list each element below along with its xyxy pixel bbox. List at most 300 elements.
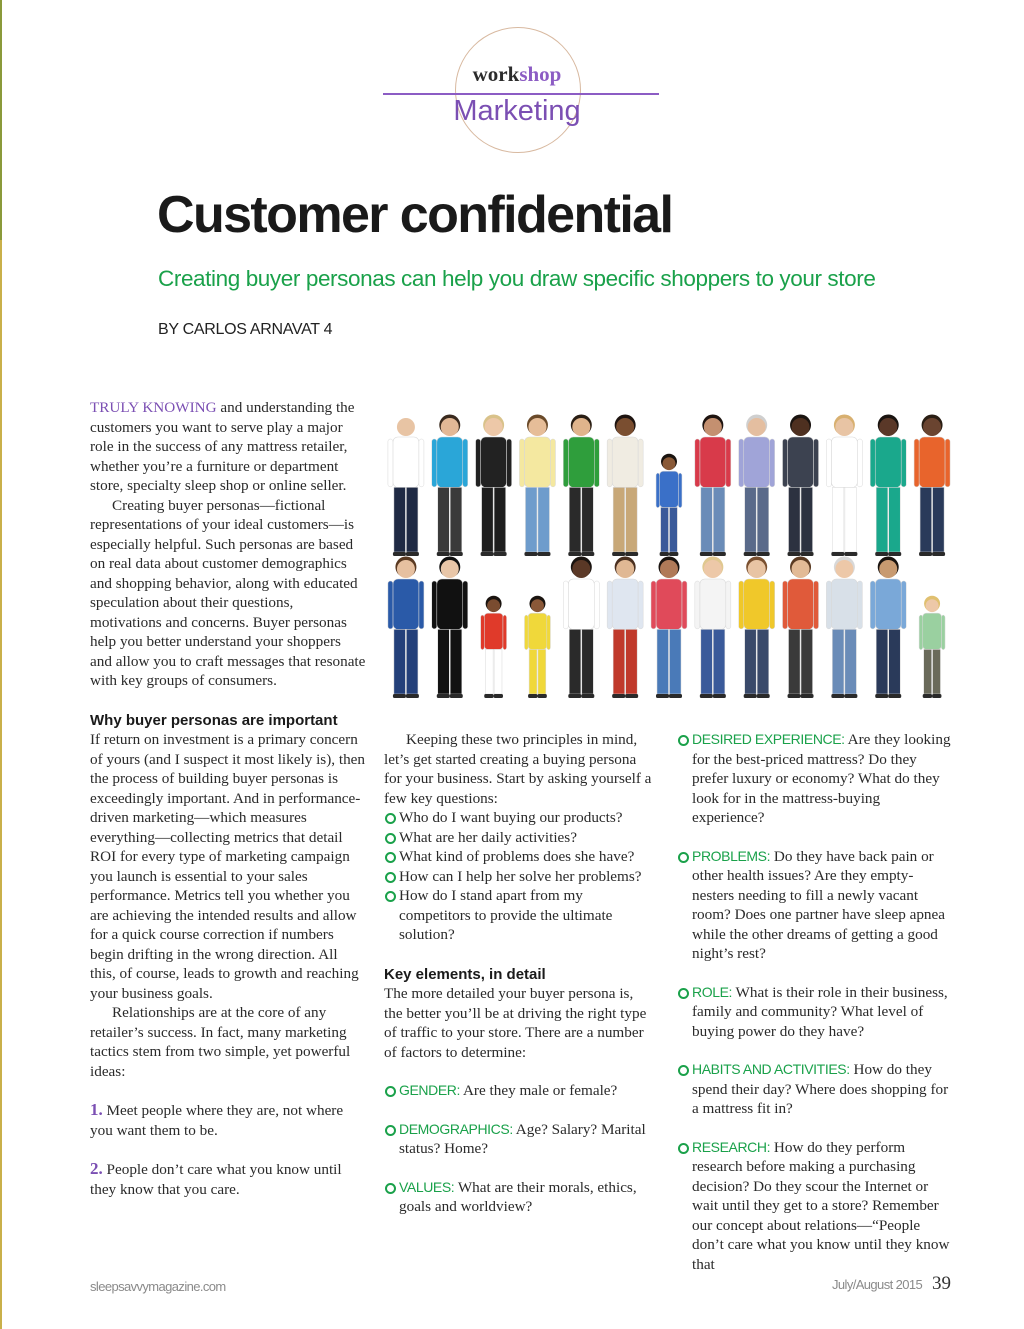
page-number: 39: [932, 1273, 951, 1294]
person-arm: [695, 439, 700, 487]
person-arm: [651, 581, 656, 629]
bullet-ring-icon: [678, 988, 689, 999]
subheading: Key elements, in detail: [384, 965, 546, 983]
person-arm: [547, 615, 551, 649]
person-figure: [656, 454, 682, 556]
person-torso: [437, 437, 463, 487]
question-text: How do I stand apart from my competitors to provide the ultimate solution?: [399, 887, 613, 943]
person-head: [879, 560, 897, 578]
person-head: [748, 560, 766, 578]
person-figure: [607, 415, 643, 557]
person-arm: [914, 439, 919, 487]
person-shoe: [757, 552, 770, 556]
person-shoe: [612, 694, 625, 698]
person-head: [792, 560, 810, 578]
person-shoe: [875, 694, 888, 698]
person-shoe: [568, 552, 581, 556]
factor-label: GENDER:: [399, 1082, 460, 1098]
person-arm: [682, 581, 687, 629]
person-arm: [388, 439, 393, 487]
person-leg: [845, 629, 857, 694]
person-arm: [525, 615, 529, 649]
list-item: [384, 808, 652, 828]
kicker-work: work: [472, 62, 520, 86]
person-arm: [814, 439, 819, 487]
person-shoe: [788, 694, 801, 698]
person-leg: [920, 487, 932, 552]
person-arm: [739, 581, 744, 629]
person-shoe: [844, 694, 857, 698]
person-figure: [695, 557, 731, 699]
person-torso: [788, 437, 814, 487]
person-head: [879, 418, 897, 436]
footer-issue-date: July/August 2015: [832, 1277, 923, 1292]
person-head: [704, 560, 722, 578]
question-text: How can I help her solve her problems?: [399, 867, 642, 885]
person-leg: [713, 629, 725, 694]
person-torso: [744, 437, 770, 487]
person-leg: [657, 629, 669, 694]
person-arm: [481, 615, 485, 649]
person-leg: [450, 487, 462, 552]
person-figure: [870, 557, 906, 699]
footer-website: sleepsavvymagazine.com: [90, 1279, 226, 1294]
person-figure: [919, 596, 945, 698]
bullet-ring-icon: [385, 1183, 396, 1194]
person-arm: [678, 473, 682, 507]
person-shoe: [801, 694, 814, 698]
person-shoe: [494, 694, 503, 698]
person-leg: [569, 487, 581, 552]
person-head: [487, 599, 500, 612]
question-text: What are her daily activities?: [399, 828, 577, 846]
factor-text: How do they perform research before making a purchasing decision? Do they scour the Internet or wait until they get to a store? Remember our concept about relations—“People don’t care what you know until they know that: [692, 1138, 950, 1273]
person-leg: [569, 629, 581, 694]
person-shoe: [450, 694, 463, 698]
person-head: [792, 418, 810, 436]
person-arm: [770, 581, 775, 629]
person-torso: [393, 579, 419, 629]
person-arm: [870, 581, 875, 629]
person-arm: [476, 439, 481, 487]
bullet-ring-icon: [678, 735, 689, 746]
person-leg: [889, 629, 901, 694]
person-torso: [568, 579, 594, 629]
person-head: [616, 418, 634, 436]
factor-text: What is their role in their business, family and community? What level of buying power do they have?: [692, 983, 948, 1040]
person-leg: [832, 629, 844, 694]
person-arm: [507, 439, 512, 487]
column-1: [90, 398, 366, 1199]
person-leg: [745, 487, 757, 552]
factor-item: [677, 1138, 955, 1275]
bullet-ring-icon: [678, 1065, 689, 1076]
person-leg: [538, 487, 550, 552]
person-figure: [432, 557, 468, 699]
list-item: [384, 867, 652, 887]
person-torso: [484, 613, 503, 649]
person-shoe: [919, 552, 932, 556]
person-arm: [656, 473, 660, 507]
person-shoe: [713, 552, 726, 556]
person-arm: [563, 581, 568, 629]
column-3: [677, 730, 955, 1274]
person-torso: [437, 579, 463, 629]
person-leg: [789, 487, 801, 552]
person-figure: [914, 415, 950, 557]
person-arm: [814, 581, 819, 629]
factor-item: [384, 1178, 652, 1217]
person-head: [704, 418, 722, 436]
person-figure: [783, 557, 819, 699]
list-item: [384, 828, 652, 848]
idea-number: 1.: [90, 1100, 103, 1119]
person-leg: [832, 487, 844, 552]
kicker-shop: shop: [519, 62, 562, 86]
person-shoe: [844, 552, 857, 556]
person-torso: [923, 613, 942, 649]
person-shoe: [524, 552, 537, 556]
person-leg: [394, 487, 406, 552]
factor-label: RESEARCH:: [692, 1138, 771, 1155]
person-leg: [626, 487, 638, 552]
person-leg: [933, 649, 941, 694]
bullet-ring-icon: [385, 1125, 396, 1136]
person-arm: [870, 439, 875, 487]
person-leg: [538, 649, 546, 694]
factor-item: [384, 1081, 652, 1101]
person-arm: [726, 581, 731, 629]
person-figure: [870, 415, 906, 557]
person-figure: [563, 415, 599, 557]
person-shoe: [700, 552, 713, 556]
person-torso: [831, 437, 857, 487]
person-leg: [406, 629, 418, 694]
person-head: [485, 418, 503, 436]
person-arm: [432, 581, 437, 629]
person-arm: [638, 581, 643, 629]
person-figure: [607, 557, 643, 699]
paragraph: Relationships are at the core of any retailer’s success. In fact, many marketing tactics stem from two simple, yet powerful ideas:: [90, 1004, 351, 1080]
person-leg: [582, 629, 594, 694]
factor-text: How do they spend their day? Where does shopping for a mattress fit in?: [692, 1061, 949, 1117]
person-shoe: [757, 694, 770, 698]
idea-number: 2.: [90, 1159, 103, 1178]
person-torso: [831, 579, 857, 629]
person-leg: [525, 487, 537, 552]
factor-label: ROLE:: [692, 983, 733, 1000]
person-shoe: [406, 694, 419, 698]
paragraph: Creating buyer personas—fictional representations of your ideal customers—is especially helpful. Such personas are based on real data about customer demographics and shopping behavior, along with educated speculation about their questions, motivations and concerns. Buyer personas help you better understand your shoppers and allow you to craft messages that resonate with key groups of consumers.: [90, 496, 366, 689]
factor-text: Are they looking for the best-priced mattress? Do they prefer luxury or economy? What do they look for in the mattress-buying experience?: [692, 731, 951, 826]
person-shoe: [437, 552, 450, 556]
factor-item: [677, 847, 955, 964]
person-shoe: [393, 694, 406, 698]
factor-item: [677, 1060, 955, 1119]
person-torso: [393, 437, 419, 487]
paragraph: [90, 398, 366, 496]
section-name: Marketing: [453, 95, 581, 127]
factor-text: Do they have back pain or other health issues? Are they empty-nesters needing to fill a newly vacant room? Does one partner have sleep apnea while the other dreams of getting a good night’s rest?: [692, 847, 946, 962]
person-torso: [700, 579, 726, 629]
paragraph-text: and understanding the customers you want to serve play a major role in the success of any mattress retailer, whether you’re a furniture or department store, specialty sleep shop or online seller.: [90, 399, 355, 494]
person-shoe: [669, 694, 682, 698]
person-head: [923, 418, 941, 436]
person-shoe: [437, 694, 450, 698]
person-head: [397, 418, 415, 436]
person-arm: [695, 581, 700, 629]
person-leg: [933, 487, 945, 552]
person-figure: [388, 557, 424, 699]
person-leg: [701, 629, 713, 694]
person-head: [660, 560, 678, 578]
person-shoe: [484, 694, 493, 698]
paragraph: The more detailed your buyer persona is, the better you’ll be at driving the right type of traffic to your store. There are a number of factors to determine:: [384, 985, 647, 1061]
person-leg: [670, 629, 682, 694]
person-arm: [594, 581, 599, 629]
person-shoe: [932, 552, 945, 556]
list-item: [384, 886, 652, 945]
person-shoe: [450, 552, 463, 556]
factor-label: PROBLEMS:: [692, 847, 771, 864]
person-arm: [770, 439, 775, 487]
factor-text: What are their morals, ethics, goals and worldview?: [399, 1178, 637, 1215]
person-torso: [875, 437, 901, 487]
bullet-ring-icon: [385, 891, 396, 902]
person-shoe: [788, 552, 801, 556]
person-shoe: [923, 694, 932, 698]
person-arm: [901, 439, 906, 487]
person-figure: [476, 415, 512, 557]
person-leg: [438, 487, 450, 552]
lead-in: TRULY KNOWING: [90, 399, 217, 416]
person-arm: [607, 581, 612, 629]
idea-text: Meet people where they are, not where you want them to be.: [90, 1102, 344, 1139]
person-torso: [524, 437, 550, 487]
person-head: [835, 418, 853, 436]
person-arm: [945, 439, 950, 487]
person-figure: [783, 415, 819, 557]
person-arm: [857, 439, 862, 487]
person-torso: [612, 579, 638, 629]
idea-text: People don’t care what you know until they know that you care.: [90, 1161, 342, 1198]
person-shoe: [581, 552, 594, 556]
person-head: [441, 560, 459, 578]
bullet-ring-icon: [678, 852, 689, 863]
person-head: [397, 560, 415, 578]
person-shoe: [528, 694, 537, 698]
factor-label: DESIRED EXPERIENCE:: [692, 731, 845, 747]
person-arm: [550, 439, 555, 487]
person-leg: [394, 629, 406, 694]
person-figure: [826, 415, 862, 557]
list-item: [384, 847, 652, 867]
section-kicker: [0, 62, 1024, 87]
person-shoe: [888, 552, 901, 556]
person-leg: [626, 629, 638, 694]
person-leg: [924, 649, 932, 694]
question-text: Who do I want buying our products?: [399, 809, 623, 826]
person-leg: [801, 629, 813, 694]
person-leg: [757, 487, 769, 552]
person-figure: [651, 557, 687, 699]
person-leg: [529, 649, 537, 694]
bullet-ring-icon: [385, 1086, 396, 1097]
person-arm: [594, 439, 599, 487]
factor-label: HABITS AND ACTIVITIES:: [692, 1061, 850, 1077]
person-arm: [826, 581, 831, 629]
person-arm: [783, 439, 788, 487]
person-arm: [563, 439, 568, 487]
person-shoe: [669, 552, 678, 556]
person-arm: [919, 615, 923, 649]
person-leg: [482, 487, 494, 552]
person-leg: [661, 507, 669, 552]
article-byline: BY CARLOS ARNAVAT 4: [158, 321, 333, 338]
page-edge-accent: [0, 240, 2, 1329]
person-leg: [494, 487, 506, 552]
person-head: [572, 418, 590, 436]
person-head: [441, 418, 459, 436]
person-shoe: [656, 694, 669, 698]
person-arm: [783, 581, 788, 629]
person-torso: [656, 579, 682, 629]
person-leg: [613, 629, 625, 694]
person-shoe: [494, 552, 507, 556]
person-leg: [485, 649, 493, 694]
person-leg: [494, 649, 502, 694]
factor-label: DEMOGRAPHICS:: [399, 1120, 513, 1137]
person-shoe: [406, 552, 419, 556]
person-torso: [528, 613, 547, 649]
person-arm: [519, 439, 524, 487]
factor-item: [677, 983, 955, 1042]
person-leg: [438, 629, 450, 694]
person-shoe: [537, 552, 550, 556]
bullet-ring-icon: [385, 833, 396, 844]
person-leg: [876, 629, 888, 694]
article-title: Customer confidential: [157, 186, 673, 244]
person-torso: [788, 579, 814, 629]
person-shoe: [393, 552, 406, 556]
person-leg: [789, 629, 801, 694]
bullet-ring-icon: [385, 813, 396, 824]
person-leg: [450, 629, 462, 694]
person-shoe: [801, 552, 814, 556]
person-arm: [826, 439, 831, 487]
person-arm: [638, 439, 643, 487]
person-arm: [419, 439, 424, 487]
person-torso: [568, 437, 594, 487]
person-figure: [563, 557, 599, 699]
person-arm: [419, 581, 424, 629]
people-illustration: [384, 408, 954, 700]
bullet-ring-icon: [385, 872, 396, 883]
person-torso: [744, 579, 770, 629]
factor-label: VALUES:: [399, 1178, 455, 1195]
person-shoe: [713, 694, 726, 698]
person-shoe: [744, 694, 757, 698]
article-subtitle: Creating buyer personas can help you draw specific shoppers to your store: [158, 266, 876, 291]
person-figure: [826, 557, 862, 699]
person-figure: [432, 415, 468, 557]
person-leg: [889, 487, 901, 552]
person-shoe: [831, 552, 844, 556]
person-head: [572, 560, 590, 578]
question-text: What kind of problems does she have?: [399, 848, 635, 865]
person-arm: [857, 581, 862, 629]
person-head: [663, 457, 676, 470]
person-head: [926, 599, 939, 612]
person-arm: [726, 439, 731, 487]
person-leg: [845, 487, 857, 552]
question-list: [384, 808, 652, 945]
person-figure: [519, 415, 555, 557]
person-leg: [757, 629, 769, 694]
person-leg: [745, 629, 757, 694]
person-arm: [463, 439, 468, 487]
person-shoe: [888, 694, 901, 698]
person-arm: [901, 581, 906, 629]
bullet-ring-icon: [385, 852, 396, 863]
person-figure: [525, 596, 551, 698]
numbered-idea: [90, 1159, 366, 1199]
paragraph: If return on investment is a primary concern of yours (and I suspect it most likely is), then the process of building buyer personas is exceedingly important. And in performance-driven marketing—which measures everything—collecting metrics that detail ROI for every type of marketing campaign you launch is essential to your sales performance. Metrics tell you whether you are achieving the intended results and allow for a quick course correction if numbers begin drifting in the wrong direction. All this, of course, leads to growth and reaching your business goals.: [90, 731, 366, 1002]
person-arm: [941, 615, 945, 649]
person-torso: [612, 437, 638, 487]
factor-item: [677, 730, 955, 828]
person-head: [835, 560, 853, 578]
section-badge-circle: [455, 27, 581, 153]
person-shoe: [612, 552, 625, 556]
person-leg: [582, 487, 594, 552]
person-shoe: [481, 552, 494, 556]
person-shoe: [568, 694, 581, 698]
people-photo: [384, 408, 954, 700]
person-shoe: [700, 694, 713, 698]
person-figure: [739, 557, 775, 699]
person-arm: [607, 439, 612, 487]
person-shoe: [537, 694, 546, 698]
person-shoe: [831, 694, 844, 698]
person-arm: [432, 439, 437, 487]
person-shoe: [581, 694, 594, 698]
factor-text: Age? Salary? Marital status? Home?: [399, 1120, 646, 1157]
factor-text: Are they male or female?: [460, 1082, 618, 1099]
person-shoe: [625, 694, 638, 698]
person-arm: [463, 581, 468, 629]
person-head: [531, 599, 544, 612]
person-torso: [660, 471, 679, 507]
person-leg: [801, 487, 813, 552]
paragraph: Keeping these two principles in mind, let’s get started creating a buying persona for your business. Start by asking yourself a few key questions:: [384, 731, 652, 807]
subheading: Why buyer personas are important: [90, 711, 338, 729]
person-figure: [388, 415, 424, 557]
person-leg: [406, 487, 418, 552]
person-head: [616, 560, 634, 578]
person-arm: [388, 581, 393, 629]
person-shoe: [875, 552, 888, 556]
person-figure: [695, 415, 731, 557]
person-head: [748, 418, 766, 436]
person-figure: [481, 596, 507, 698]
person-leg: [613, 487, 625, 552]
person-shoe: [625, 552, 638, 556]
person-shoe: [932, 694, 941, 698]
person-leg: [876, 487, 888, 552]
bullet-ring-icon: [678, 1143, 689, 1154]
person-torso: [919, 437, 945, 487]
